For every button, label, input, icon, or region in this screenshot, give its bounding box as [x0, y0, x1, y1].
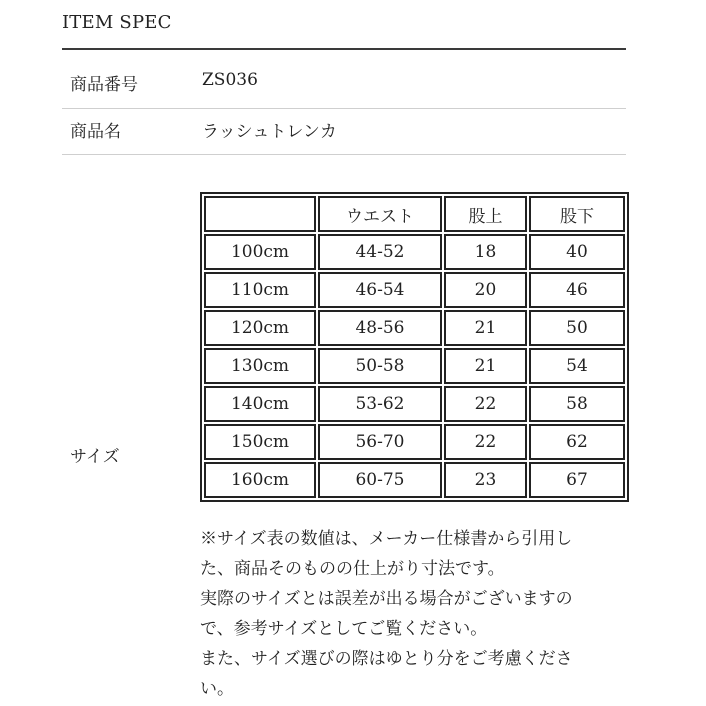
size-table-header	[204, 196, 625, 232]
waist-cell: 46-54	[318, 272, 442, 308]
table-row	[204, 424, 625, 460]
rise-cell: 20	[444, 272, 527, 308]
waist-cell: 53-62	[318, 386, 442, 422]
size-note	[200, 524, 610, 704]
header-cell-inseam: 股下	[529, 196, 625, 232]
size-cell: 120cm	[204, 310, 316, 346]
section-title: ITEM SPEC	[62, 12, 172, 33]
rise-cell: 22	[444, 424, 527, 460]
table-row	[204, 234, 625, 270]
spec-row-item-number	[62, 50, 626, 109]
waist-cell: 50-58	[318, 348, 442, 384]
size-cell: 140cm	[204, 386, 316, 422]
inseam-cell: 58	[529, 386, 625, 422]
inseam-cell: 62	[529, 424, 625, 460]
rise-cell: 23	[444, 462, 527, 498]
note-line: 実際のサイズとは誤差が出る場合がございますの	[200, 589, 573, 609]
size-label: サイズ	[70, 447, 120, 467]
note-line: い。	[200, 679, 234, 699]
inseam-cell: 67	[529, 462, 625, 498]
size-cell: 110cm	[204, 272, 316, 308]
waist-cell: 48-56	[318, 310, 442, 346]
size-cell: 150cm	[204, 424, 316, 460]
rise-cell: 18	[444, 234, 527, 270]
size-cell: 100cm	[204, 234, 316, 270]
rise-cell: 21	[444, 348, 527, 384]
rise-cell: 22	[444, 386, 527, 422]
inseam-cell: 46	[529, 272, 625, 308]
item-number-label: 商品番号	[70, 75, 138, 95]
note-line: ※サイズ表の数値は、メーカー仕様書から引用し	[200, 529, 573, 549]
item-name-label: 商品名	[70, 122, 121, 142]
note-line: また、サイズ選びの際はゆとり分をご考慮くださ	[200, 649, 573, 669]
table-row	[204, 462, 625, 498]
table-row	[204, 310, 625, 346]
waist-cell: 56-70	[318, 424, 442, 460]
note-line: た、商品そのものの仕上がり寸法です。	[200, 559, 505, 579]
inseam-cell: 54	[529, 348, 625, 384]
rise-cell: 21	[444, 310, 527, 346]
table-row	[204, 386, 625, 422]
waist-cell: 44-52	[318, 234, 442, 270]
size-table	[200, 192, 629, 502]
size-cell: 130cm	[204, 348, 316, 384]
inseam-cell: 50	[529, 310, 625, 346]
header-cell-waist: ウエスト	[318, 196, 442, 232]
note-line: で、参考サイズとしてご覧ください。	[200, 619, 488, 639]
item-number-value: ZS036	[202, 70, 258, 90]
inseam-cell: 40	[529, 234, 625, 270]
table-row	[204, 348, 625, 384]
header-cell-rise: 股上	[444, 196, 527, 232]
spec-row-item-name	[62, 108, 626, 155]
item-name-value: ラッシュトレンカ	[202, 122, 337, 142]
table-row	[204, 272, 625, 308]
waist-cell: 60-75	[318, 462, 442, 498]
header-cell-empty	[204, 196, 316, 232]
size-cell: 160cm	[204, 462, 316, 498]
